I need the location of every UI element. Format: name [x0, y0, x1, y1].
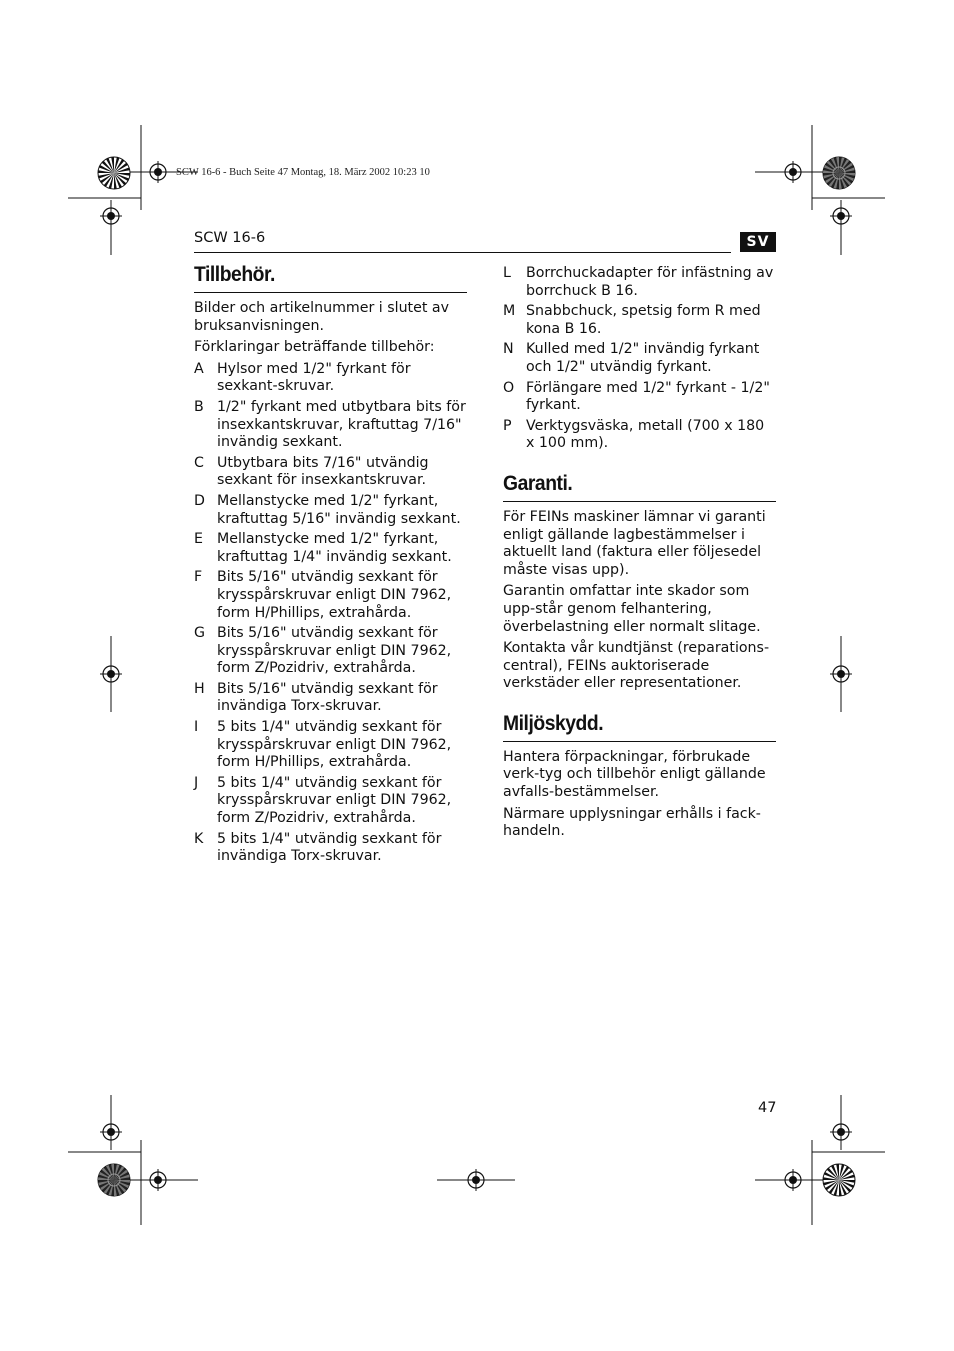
environment-heading: Miljöskydd.: [503, 711, 604, 735]
running-head: SCW 16-6: [194, 230, 266, 246]
starburst-mark-bottom-left: [97, 1163, 131, 1197]
warranty-paragraph: Kontakta vår kundtjänst (reparations-central), FEINs auktoriserade verkstäder eller representationer.: [503, 640, 770, 692]
accessory-letter: I: [194, 719, 199, 736]
starburst-mark-bottom-right: [822, 1163, 856, 1197]
registration-mark-right-upper: [830, 205, 852, 227]
accessory-letter: C: [194, 454, 204, 471]
accessory-item: [194, 775, 467, 828]
left-column: [194, 262, 467, 869]
accessory-letter: O: [503, 379, 515, 396]
accessory-item: [194, 719, 467, 772]
accessory-description: Snabbchuck, spetsig form R med kona B 16.: [526, 303, 761, 337]
accessory-description: Bits 5/16" utvändig sexkant för invändiga Torx-skruvar.: [217, 680, 438, 715]
accessory-item: [194, 455, 467, 490]
right-column: [503, 265, 776, 845]
starburst-mark-top-right: [822, 156, 856, 190]
warranty-paragraph: Garantin omfattar inte skador som upp-står genom felhantering, överbelastning eller normalt slitage.: [503, 583, 761, 635]
accessory-letter: A: [194, 360, 204, 377]
registration-mark-bottom-center: [465, 1169, 487, 1191]
registration-mark-top-left-inner: [147, 161, 169, 183]
registration-mark-left-upper: [100, 205, 122, 227]
registration-mark-left-middle: [100, 663, 122, 685]
environment-paragraph: Närmare upplysningar erhålls i fack-handeln.: [503, 805, 761, 840]
accessory-letter: E: [194, 531, 203, 548]
accessory-letter: J: [194, 774, 199, 791]
accessories-explanation: Förklaringar beträffande tillbehör:: [194, 339, 435, 356]
accessory-letter: F: [194, 569, 203, 586]
accessory-description: Mellanstycke med 1/2" fyrkant, kraftuttag 5/16" invändig sexkant.: [217, 492, 461, 527]
accessories-intro: Bilder och artikelnummer i slutet av bruksanvisningen.: [194, 300, 450, 334]
accessory-description: Borrchuckadapter för infästning av borrchuck B 16.: [526, 265, 774, 299]
registration-mark-bottom-left-inner: [147, 1169, 169, 1191]
accessory-letter: K: [194, 830, 204, 847]
accessory-description: Verktygsväska, metall (700 x 180 x 100 mm).: [526, 417, 765, 452]
accessory-description: Förlängare med 1/2" fyrkant - 1/2" fyrkant.: [526, 379, 770, 414]
accessory-letter: G: [194, 625, 205, 642]
accessory-letter: B: [194, 398, 204, 415]
accessories-list-part-2: [503, 265, 776, 453]
accessory-description: 5 bits 1/4" utvändig sexkant för invändiga Torx-skruvar.: [217, 830, 442, 865]
registration-mark-top-right-inner: [782, 161, 804, 183]
accessory-item: [194, 569, 467, 622]
environment-paragraph: Hantera förpackningar, förbrukade verk-tyg och tillbehör enligt gällande avfalls-bestämmelser.: [503, 748, 766, 801]
accessory-description: Bits 5/16" utvändig sexkant för krysspårskruvar enligt DIN 7962, form H/Phillips, extrahårda.: [217, 569, 452, 621]
accessory-item: [194, 831, 467, 866]
accessory-letter: N: [503, 341, 514, 358]
accessory-letter: H: [194, 680, 205, 697]
accessory-item: [194, 493, 467, 528]
accessory-item: [194, 681, 467, 716]
accessory-item: [194, 625, 467, 678]
environment-heading-rule: [503, 741, 776, 742]
accessory-letter: D: [194, 492, 205, 509]
warranty-heading: Garanti.: [503, 471, 573, 495]
accessory-description: 1/2" fyrkant med utbytbara bits för insexkantskruvar, kraftuttag 7/16" invändig sexkant.: [217, 398, 466, 451]
page-number: 47: [758, 1100, 777, 1116]
registration-mark-bottom-right-inner: [782, 1169, 804, 1191]
accessory-item: [194, 399, 467, 452]
accessories-heading: Tillbehör.: [194, 263, 275, 286]
print-slug: SCW 16-6 - Buch Seite 47 Montag, 18. März 2002 10:23 10: [176, 167, 430, 178]
accessory-item: [194, 361, 467, 396]
accessory-description: Utbytbara bits 7/16" utvändig sexkant för insexkantskruvar.: [217, 454, 429, 489]
accessory-letter: M: [503, 303, 516, 320]
accessory-description: Bits 5/16" utvändig sexkant för krysspårskruvar enligt DIN 7962, form Z/Pozidriv, extrahårda.: [217, 625, 452, 677]
accessory-item: [503, 341, 776, 376]
starburst-mark-top-left: [97, 156, 131, 190]
header-rule: [194, 252, 731, 253]
accessory-description: 5 bits 1/4" utvändig sexkant för krysspårskruvar enligt DIN 7962, form H/Phillips, extrahårda.: [217, 719, 452, 771]
accessory-description: Mellanstycke med 1/2" fyrkant, kraftuttag 1/4" invändig sexkant.: [217, 531, 452, 565]
accessories-heading-rule: [194, 292, 467, 293]
registration-mark-left-lower: [100, 1121, 122, 1143]
accessories-list-part-1: [194, 361, 467, 866]
accessory-letter: P: [503, 417, 512, 434]
accessory-description: Hylsor med 1/2" fyrkant för sexkant-skruvar.: [217, 360, 411, 395]
accessory-letter: L: [503, 265, 511, 281]
accessory-item: [503, 303, 776, 338]
accessory-item: [503, 418, 776, 453]
language-badge: SV: [740, 232, 776, 252]
accessory-item: [503, 380, 776, 415]
warranty-paragraph: För FEINs maskiner lämnar vi garanti enligt gällande lagbestämmelser i aktuellt land (faktura eller följesedel måste visas upp).: [503, 508, 766, 578]
registration-mark-right-lower: [830, 1121, 852, 1143]
accessory-description: Kulled med 1/2" invändig fyrkant och 1/2" utvändig fyrkant.: [526, 341, 760, 375]
registration-mark-right-middle: [830, 663, 852, 685]
accessory-description: 5 bits 1/4" utvändig sexkant för krysspårskruvar enligt DIN 7962, form Z/Pozidriv, extrahårda.: [217, 774, 452, 827]
accessory-item: [194, 531, 467, 566]
warranty-heading-rule: [503, 501, 776, 502]
accessory-item: [503, 265, 776, 300]
